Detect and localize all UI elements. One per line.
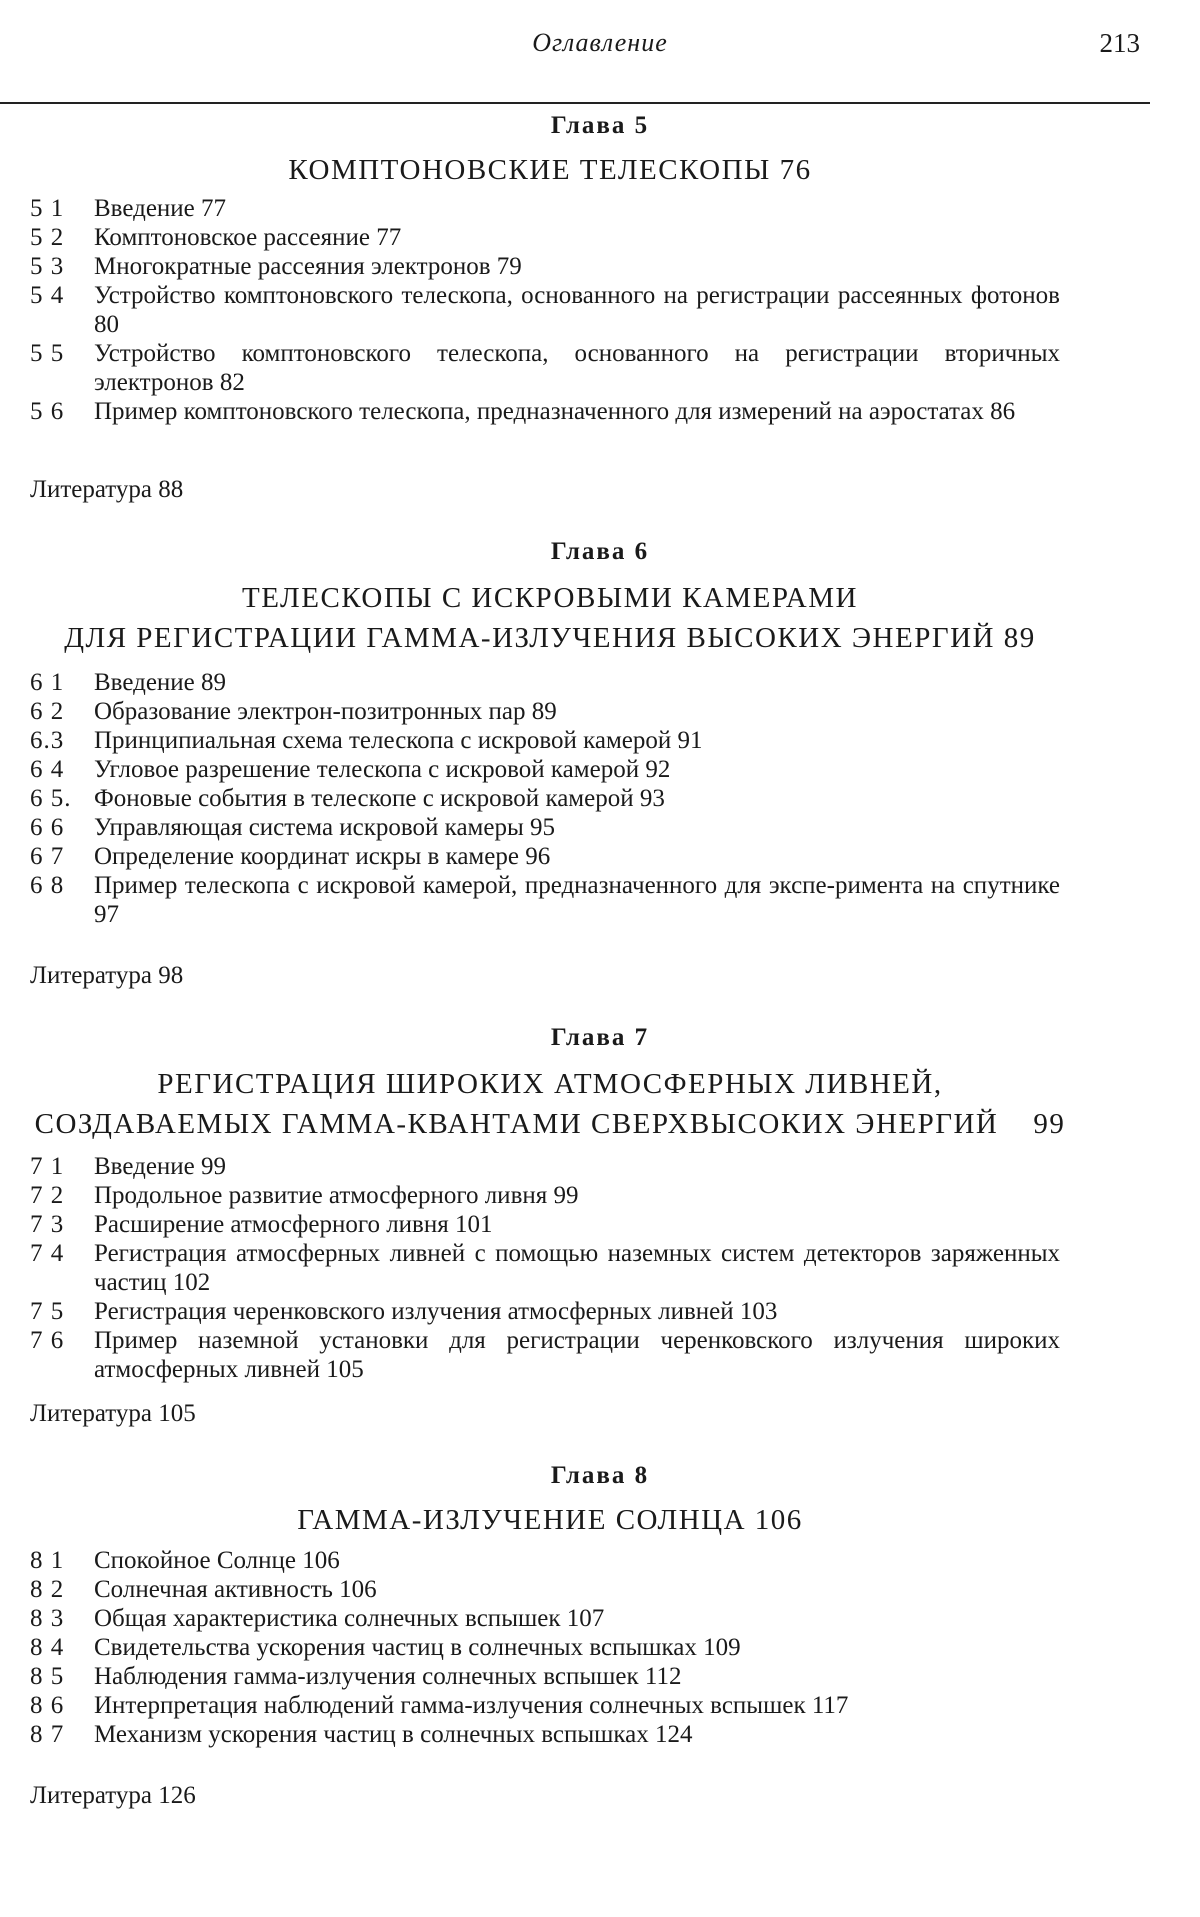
entry-text: Расширение атмосферного ливня 101 xyxy=(94,1211,493,1238)
entry-number: 8 7 xyxy=(30,1721,65,1748)
entry-text: Угловое разрешение телескопа с искровой камерой 92 xyxy=(94,756,671,783)
entry-text: Регистрация атмосферных ливней с помощью наземных систем детекторов заряженных частиц 102 xyxy=(94,1240,1060,1296)
toc-entry xyxy=(30,1575,1060,1604)
toc-entry xyxy=(30,1604,1060,1633)
entry-number: 5 3 xyxy=(30,253,65,280)
entry-text: Устройство комптоновского телескопа, основанного на регистрации вторичных электронов 82 xyxy=(94,340,1060,396)
chapter-title-line: ДЛЯ РЕГИСТРАЦИИ ГАММА-ИЗЛУЧЕНИЯ ВЫСОКИХ ЭНЕРГИЙ 89 xyxy=(64,622,1036,654)
entry-text: Определение координат искры в камере 96 xyxy=(94,843,551,870)
chapter-title-line: ТЕЛЕСКОПЫ С ИСКРОВЫМИ КАМЕРАМИ xyxy=(242,582,858,614)
toc-entry xyxy=(30,1297,1060,1326)
entry-text: Принципиальная схема телескопа с искровой камерой 91 xyxy=(94,727,703,754)
entry-number: 8 5 xyxy=(30,1663,65,1690)
entry-text: Регистрация черенковского излучения атмосферных ливней 103 xyxy=(94,1298,778,1325)
entry-text: Управляющая система искровой камеры 95 xyxy=(94,814,555,841)
entry-number: 5 1 xyxy=(30,195,65,222)
toc-entry xyxy=(30,194,1060,223)
toc-entry xyxy=(30,339,1060,397)
entry-number: 8 6 xyxy=(30,1692,65,1719)
entry-text: Пример телескопа с искровой камерой, предназначенного для экспе-риментa на спутнике 97 xyxy=(94,872,1060,928)
chapter-title-line: РЕГИСТРАЦИЯ ШИРОКИХ АТМОСФЕРНЫХ ЛИВНЕЙ, xyxy=(157,1068,943,1100)
entry-number: 7 2 xyxy=(30,1182,65,1209)
entry-text: Общая характеристика солнечных вспышек 107 xyxy=(94,1605,605,1632)
entry-number: 6 6 xyxy=(30,814,65,841)
page-number: 213 xyxy=(1099,28,1140,58)
literature-line: Литература 105 xyxy=(30,1400,196,1427)
running-title: Оглавление xyxy=(532,28,668,57)
chapter-title-line: ГАММА-ИЗЛУЧЕНИЕ СОЛНЦА 106 xyxy=(297,1504,803,1536)
toc-entry xyxy=(30,871,1060,929)
entry-number: 7 4 xyxy=(30,1240,65,1267)
entry-number: 7 5 xyxy=(30,1298,65,1325)
entry-text: Устройство комптоновского телескопа, основанного на регистрации рассеянных фотонов 80 xyxy=(94,282,1060,338)
literature-line: Литература 88 xyxy=(30,476,184,503)
entry-number: 6 2 xyxy=(30,698,65,725)
toc-entry xyxy=(30,223,1060,252)
toc-entry xyxy=(30,1633,1060,1662)
entry-text: Комптоновское рассеяние 77 xyxy=(94,224,402,251)
entry-number: 5 4 xyxy=(30,282,65,309)
entry-text: Введение 99 xyxy=(94,1153,227,1180)
toc-entry xyxy=(30,842,1060,871)
toc-entry xyxy=(30,697,1060,726)
entry-number: 6 1 xyxy=(30,669,65,696)
toc-entry xyxy=(30,1662,1060,1691)
toc-entry xyxy=(30,1691,1060,1720)
entry-number: 6.3 xyxy=(30,727,65,754)
entry-text: Спокойное Солнце 106 xyxy=(94,1547,340,1574)
chapter-label: Глава 6 xyxy=(550,538,650,565)
entry-text: Продольное развитие атмосферного ливня 99 xyxy=(94,1182,579,1209)
entry-number: 8 3 xyxy=(30,1605,65,1632)
entry-text: Введение 89 xyxy=(94,669,227,696)
toc-entry xyxy=(30,755,1060,784)
entry-number: 7 3 xyxy=(30,1211,65,1238)
toc-entries xyxy=(30,1546,1060,1749)
running-head xyxy=(0,28,1200,68)
chapter-title-line: КОМПТОНОВСКИЕ ТЕЛЕСКОПЫ 76 xyxy=(288,154,812,186)
entry-text: Многократные рассеяния электронов 79 xyxy=(94,253,522,280)
entry-text: Фоновые события в телескопе с искровой камерой 93 xyxy=(94,785,665,812)
entry-number: 8 1 xyxy=(30,1547,65,1574)
toc-entry xyxy=(30,1720,1060,1749)
header-rule xyxy=(0,102,1150,104)
entry-text: Пример наземной установки для регистрации черенковского излучения широких атмосферных ливней 105 xyxy=(94,1327,1060,1383)
entry-text: Механизм ускорения частиц в солнечных вспышках 124 xyxy=(94,1721,693,1748)
chapter-title xyxy=(30,1500,1070,1540)
chapter-title-line: СОЗДАВАЕМЫХ ГАММА-КВАНТАМИ СВЕРХВЫСОКИХ ЭНЕРГИЙ 99 xyxy=(34,1108,1066,1140)
entry-number: 8 4 xyxy=(30,1634,65,1661)
entry-number: 7 1 xyxy=(30,1153,65,1180)
chapter-title xyxy=(30,578,1070,658)
entry-number: 6 4 xyxy=(30,756,65,783)
entry-text: Наблюдения гамма-излучения солнечных вспышек 112 xyxy=(94,1663,682,1690)
entry-text: Пример комптоновского телескопа, предназначенного для измерений на аэростатах 86 xyxy=(94,398,1016,425)
entry-text: Введение 77 xyxy=(94,195,227,222)
entry-text: Солнечная активность 106 xyxy=(94,1576,377,1603)
toc-entry xyxy=(30,1181,1060,1210)
chapter-label: Глава 7 xyxy=(550,1024,650,1051)
entry-number: 8 2 xyxy=(30,1576,65,1603)
entry-number: 5 5 xyxy=(30,340,65,367)
chapter-label: Глава 5 xyxy=(550,112,650,139)
entry-number: 6 5. xyxy=(30,785,72,812)
entry-number: 7 6 xyxy=(30,1327,65,1354)
toc-entry xyxy=(30,1326,1060,1384)
toc-entry xyxy=(30,813,1060,842)
toc-entries xyxy=(30,1152,1060,1384)
literature-line: Литература 126 xyxy=(30,1782,196,1809)
toc-entry xyxy=(30,252,1060,281)
chapter-label: Глава 8 xyxy=(550,1462,650,1489)
toc-entry xyxy=(30,1152,1060,1181)
toc-entry xyxy=(30,397,1060,426)
toc-entry xyxy=(30,668,1060,697)
toc-entry xyxy=(30,1239,1060,1297)
toc-entry xyxy=(30,1210,1060,1239)
entry-number: 6 7 xyxy=(30,843,65,870)
toc-entry xyxy=(30,1546,1060,1575)
entry-number: 5 2 xyxy=(30,224,65,251)
entry-number: 5 6 xyxy=(30,398,65,425)
toc-entries xyxy=(30,194,1060,426)
toc-entry xyxy=(30,784,1060,813)
toc-entry xyxy=(30,281,1060,339)
toc-entries xyxy=(30,668,1060,929)
entry-number: 6 8 xyxy=(30,872,65,899)
toc-entry xyxy=(30,726,1060,755)
literature-line: Литература 98 xyxy=(30,962,184,989)
entry-text: Образование электрон-позитронных пар 89 xyxy=(94,698,557,725)
entry-text: Свидетельства ускорения частиц в солнечных вспышках 109 xyxy=(94,1634,741,1661)
chapter-title xyxy=(30,1064,1070,1144)
chapter-title xyxy=(30,150,1070,190)
entry-text: Интерпретация наблюдений гамма-излучения солнечных вспышек 117 xyxy=(94,1692,849,1719)
